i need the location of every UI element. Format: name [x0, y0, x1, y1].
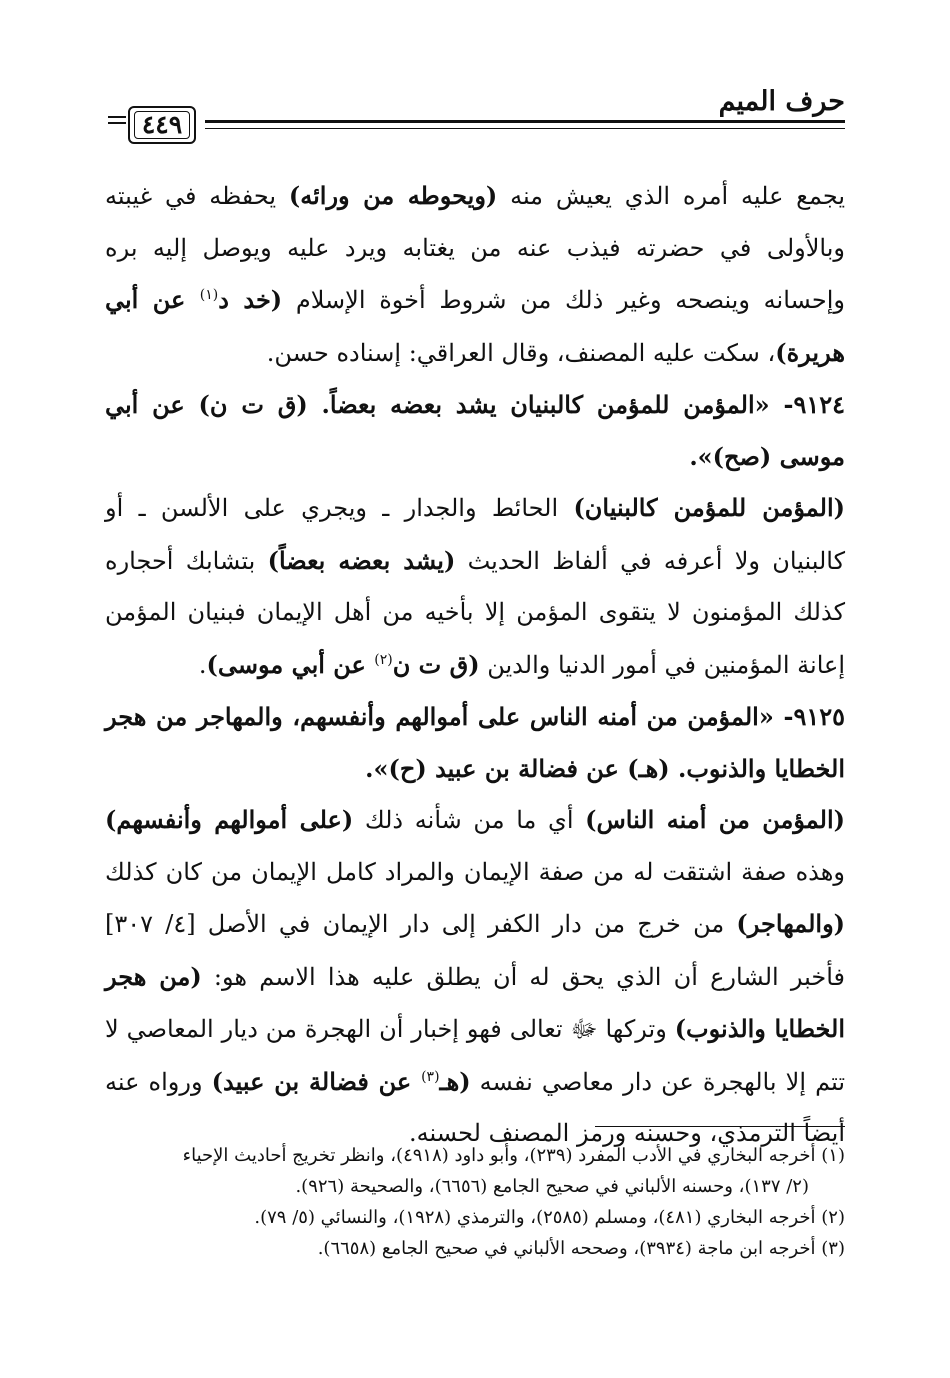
text-run: .	[198, 650, 207, 679]
bold-run: (والمهاجر)	[736, 909, 846, 938]
bold-run: (ويحوطه من ورائه)	[288, 181, 498, 210]
text-run: وتركها ﷻ تعالى فهو إخبار أن الهجرة من ديار المعاصي لا تتم إلا بالهجرة عن دار معاصي نفسه	[105, 1015, 845, 1096]
main-text	[105, 170, 845, 1160]
footnote-1-line-1: (١) أخرجه البخاري في الأدب المفرد (٢٣٩)، وأبو داود (٤٩١٨)، وانظر تخريج أحاديث الإحياء	[182, 1145, 845, 1166]
bold-run: (المؤمن من أمنه الناس)	[585, 805, 846, 834]
text-run: ، سكت عليه المصنف، وقال العراقي: إسناده حسن.	[266, 338, 776, 367]
footnote-ref-1[interactable]: (١)	[199, 287, 219, 303]
text-run: أي ما من شأنه ذلك	[353, 806, 586, 834]
page-number: ٤٤٩	[128, 106, 196, 144]
paragraph-1	[105, 170, 845, 379]
bold-run: (خد د	[218, 285, 283, 314]
text-run: يحفظه في غيبته وبالأولى في حضرته فيذب عنه من يغتابه ويرد عليه ويوصل إليه بره وإحسانه وينصحه وغير ذلك من شروط أخوة الإسلام	[105, 182, 846, 314]
bold-run: (يشد بعضه بعضاً)	[267, 545, 456, 575]
hadith-9125: ٩١٢٥- «المؤمن من أمنه الناس على أموالهم وأنفسهم، والمهاجر من هجر الخطايا والذنوب. (هـ) عن فضالة بن عبيد (ح)».	[105, 702, 845, 783]
header-rule	[205, 120, 845, 129]
running-title: حرف الميم	[718, 86, 845, 117]
header-ornament	[108, 116, 126, 124]
text-run: الحائط والجدار ـ ويجري على الألسن ـ أو كالبنيان ولا أعرفه في ألفاظ الحديث	[105, 494, 845, 575]
text-run: من خرج من دار الكفر إلى دار الإيمان في الأصل [٤/ ٣٠٧] فأخبر الشارع أن الذي يحق له أن يطلق عليه هذا الاسم هو:	[105, 910, 845, 991]
bold-run: (ق ت ن	[392, 649, 480, 679]
bold-run: (هـ	[439, 1066, 471, 1096]
bold-run: عن أبي هريرة)	[105, 285, 845, 367]
text-run: بتشابك أحجاره كذلك المؤمنون لا يتقوى المؤمن إلا بأخيه من أهل الإيمان فبنيان المؤمن إعانة المؤمنين في أمور الدنيا والدين	[105, 546, 845, 679]
footnote-3: (٣) أخرجه ابن ماجة (٣٩٣٤)، وصححه الألباني في صحيح الجامع (٦٦٥٨).	[317, 1238, 845, 1259]
bold-run: (المؤمن للمؤمن كالبنيان)	[573, 493, 846, 522]
footnotes	[105, 1140, 845, 1264]
text-run: وهذه صفة اشتقت له من صفة الإيمان والمراد كامل الإيمان من كان كذلك	[105, 857, 845, 886]
footnote-ref-3[interactable]: (٣)	[421, 1068, 440, 1085]
bold-run: (على أموالهم وأنفسهم)	[105, 805, 354, 834]
bold-run: عن فضالة بن عبيد)	[211, 1066, 422, 1096]
text-run: ورواه عنه أيضاً الترمذي، وحسنه ورمز المصنف لحسنه.	[105, 1067, 845, 1147]
paragraph-2	[105, 482, 845, 691]
bold-run: عن أبي موسى)	[206, 649, 375, 679]
bold-run: (من هجر الخطايا والذنوب)	[105, 961, 845, 1043]
text-run: يجمع عليه أمره الذي يعيش منه	[497, 182, 846, 210]
footnote-separator	[595, 1126, 845, 1127]
footnote-2: (٢) أخرجه البخاري (٤٨١)، ومسلم (٢٥٨٥)، والترمذي (١٩٢٨)، والنسائي (٥/ ٧٩).	[254, 1207, 845, 1228]
footnote-ref-2[interactable]: (٢)	[374, 651, 393, 668]
footnote-1-line-2: (٢/ ١٣٧)، وحسنه الألباني في صحيح الجامع (٦٦٥٦)، والصحيحة (٩٢٦).	[295, 1176, 809, 1197]
hadith-9124: ٩١٢٤- «المؤمن للمؤمن كالبنيان يشد بعضه بعضاً. (ق ت ن) عن أبي موسى (صح)».	[105, 390, 845, 471]
paragraph-3	[105, 794, 845, 1160]
